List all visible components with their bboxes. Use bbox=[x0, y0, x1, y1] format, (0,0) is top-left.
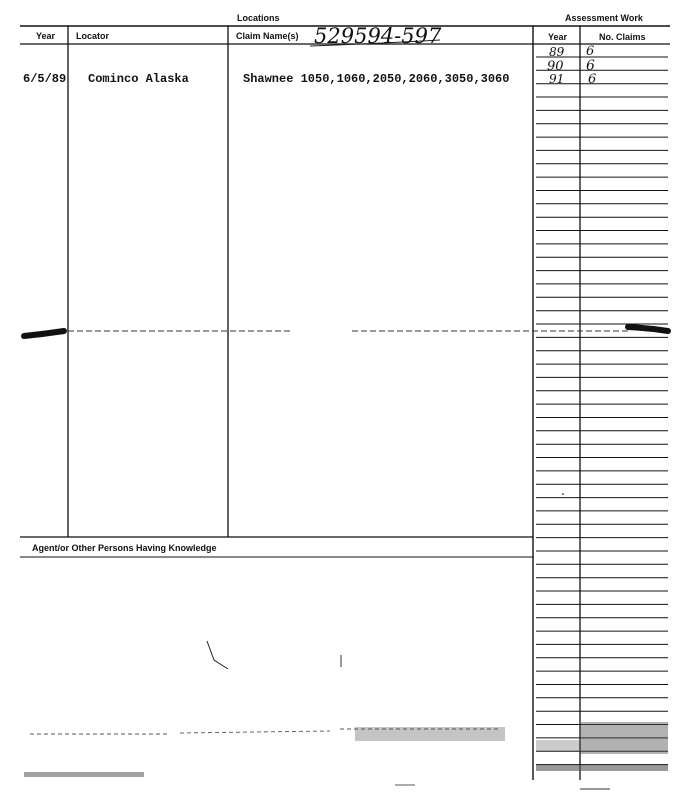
entry-claim-names: Shawnee 1050,1060,2050,2060,3050,3060 bbox=[243, 72, 510, 86]
aw-no-claims-column-header: No. Claims bbox=[599, 32, 646, 42]
claim-names-column-header: Claim Name(s) bbox=[236, 31, 299, 41]
handwritten-serial: 529594-597 bbox=[314, 24, 442, 48]
locator-column-header: Locator bbox=[76, 31, 110, 41]
aw-year-entry: 90 bbox=[547, 59, 564, 74]
aw-year-entry: 91 bbox=[549, 72, 565, 86]
assessment-work-heading: Assessment Work bbox=[565, 13, 643, 23]
aw-year-column-header: Year bbox=[548, 32, 568, 42]
agent-persons-label: Agent/or Other Persons Having Knowledge bbox=[32, 543, 217, 553]
year-column-header: Year bbox=[36, 31, 56, 41]
aw-claims-entry: 6 bbox=[588, 72, 597, 87]
locations-heading: Locations bbox=[237, 13, 280, 23]
aw-claims-entry: 6 bbox=[586, 44, 595, 59]
fold-mark-right bbox=[628, 327, 668, 331]
entry-locator: Cominco Alaska bbox=[88, 72, 189, 86]
entry-year: 6/5/89 bbox=[23, 72, 67, 86]
fold-mark-left bbox=[24, 331, 64, 336]
aw-claims-entry: 6 bbox=[586, 58, 595, 74]
aw-year-entry: 89 bbox=[549, 45, 565, 59]
stray-pen-mark bbox=[207, 641, 228, 669]
